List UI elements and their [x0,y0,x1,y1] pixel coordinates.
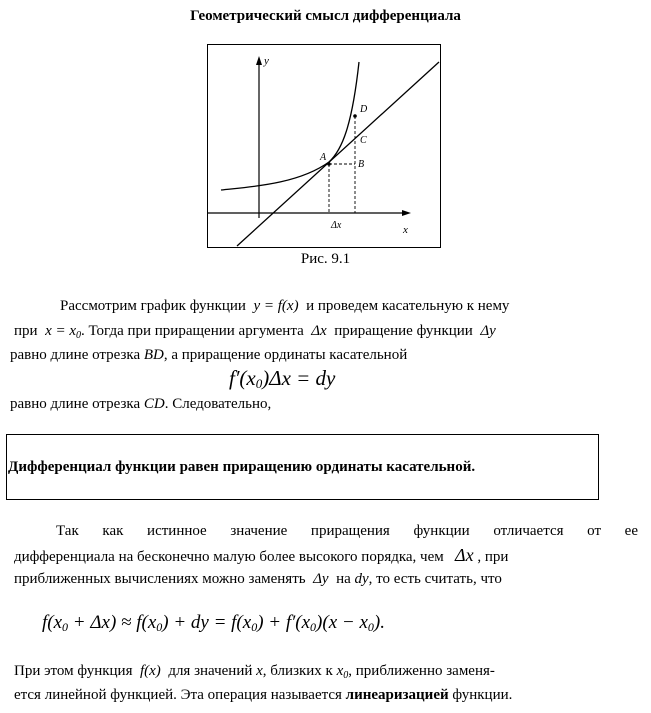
point-a [327,162,331,166]
figure-frame [208,45,441,248]
x-axis-arrow [402,210,411,216]
para2-line2: дифференциала на бесконечно малую более высокого порядка, чем Δx , при [14,545,509,565]
para2-line3: приближенных вычислениях можно заменять Δy на dy, то есть считать, что [14,571,502,587]
label-a: A [320,152,327,163]
para1-line5: равно длине отрезка CD. Следовательно, [10,396,272,412]
label-c: C [360,135,367,146]
figure-9-1 [207,44,441,248]
para3-line2: ется линейной функцией. Эта операция называется линеаризацией функции. [14,687,513,703]
para2-line1: Так как истинное значение приращения функции отличается от ее [56,523,638,539]
formula-differential: $f'(x_0)\Delta x$ = dy [229,366,336,391]
y-axis-label: y [264,55,269,67]
statement-text: Дифференциал функции равен приращению ординаты касательной. [8,459,476,475]
x-axis-label: x [403,224,408,236]
label-b: B [358,159,365,170]
para3-line1: При этом функция f(x) для значений x, близких к $x_0$, приближенно заменя- [14,663,495,681]
para1-line3: равно длине отрезка BD, а приращение ординаты касательной [10,347,408,363]
para1-line1: Рассмотрим график функции y = f(x) и проведем касательную к нему [60,298,510,314]
function-curve [221,62,359,190]
label-d: D [360,104,368,115]
tangent-line [237,62,439,246]
label-delta-x: Δx [331,220,342,231]
y-axis-arrow [256,56,262,65]
figure-caption: Рис. 9.1 [300,251,351,267]
point-d [353,114,357,118]
para1-line2: при $x = x_0$. Тогда при приращении аргумента Δx приращение функции Δy [14,323,496,341]
approx-formula: $f(x_0 + \Delta x) \approx f(x_0)$ + dy = $f(x_0) + f'(x_0)(x - x_0)$. [42,612,385,634]
page-title: Геометрический смысл дифференциала [190,8,461,24]
